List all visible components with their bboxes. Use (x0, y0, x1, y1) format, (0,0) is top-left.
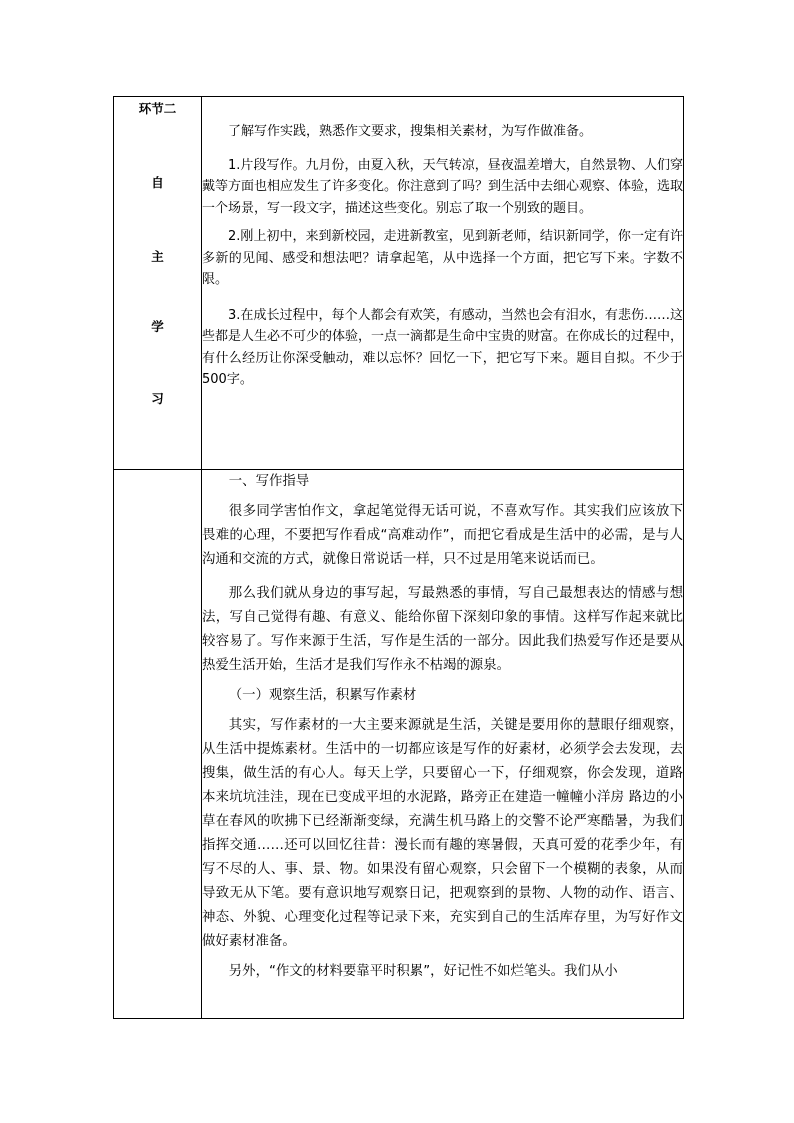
table-row (114, 97, 684, 470)
guidance-paragraph-4: 另外，“作文的材料要靠平时积累”，好记性不如烂笔头。我们从小 (228, 964, 618, 979)
empty-label-cell (114, 470, 202, 1019)
intro-text: 了解写作实践，熟悉作文要求，搜集相关素材，为写作做准备。 (228, 124, 593, 139)
worksheet-table (113, 96, 684, 1019)
section-char-3: 学 (151, 319, 164, 334)
section-char-1: 自 (151, 175, 164, 190)
section-char-2: 主 (151, 249, 164, 264)
subheading-observe-life: （一）观察生活，积累写作素材 (228, 688, 417, 703)
guidance-paragraph-2: 那么我们就从身边的事写起，写最熟悉的事情，写自己最想表达的情感与想法，写自己觉得有趣、有意义、能给你留下深刻印象的事情。这样写作起来就比较容易了。写作来源于生活，写作是生活的一部分。因此我们热爱写作还是要从热爱生活开始，生活才是我们写作永不枯竭的源泉。 (202, 586, 683, 673)
task-1-text: 1.片段写作。九月份，由夏入秋，天气转凉，昼夜温差增大，自然景物、人们穿戴等方面也相应发生了许多变化。你注意到了吗？到生活中去细心观察、体验，选取一个场景，写一段文字，描述这些变化。别忘了取一个别致的题目。 (202, 157, 684, 216)
section-char-4: 习 (151, 391, 164, 406)
self-study-content-cell (202, 97, 684, 470)
task-3-text: 3.在成长过程中，每个人都会有欢笑，有感动，当然也会有泪水，有悲伤……这些都是人生必不可少的体验，一点一滴都是生命中宝贵的财富。在你成长的过程中，有什么经历让你深受触动，难以忘怀？回忆一下，把它写下来。题目自拟。不少于500字。 (202, 307, 684, 387)
table-row (114, 470, 684, 1019)
guidance-paragraph-3: 其实，写作素材的一大主要来源就是生活，关键是要用你的慧眼仔细观察，从生活中提炼素材。生活中的一切都应该是写作的好素材，必须学会去发现，去搜集，做生活的有心人。每天上学，只要留心一下，仔细观察，你会发现，道路本来坑坑洼洼，现在已变成平坦的水泥路，路旁正在建造一幢幢小洋房 路边的小草在春风的吹拂下已经渐渐变绿，充满生机马路上的交警不论严寒酷暑，为我们指挥交通……还可以回忆往昔：漫长而有趣的寒暑假，天真可爱的花季少年，有写不尽的人、事、景、物。如果没有留心观察，只会留下一个模糊的表象，从而导致无从下笔。要有意识地写观察日记，把观察到的景物、人物的动作、语言、神态、外貌、心理变化过程等记录下来，充实到自己的生活库存里，为写好作文做好素材准备。 (202, 718, 683, 949)
task-2-text: 2.刚上初中，来到新校园，走进新教室，见到新老师，结识新同学，你一定有许多新的见闻、感受和想法吧？请拿起笔，从中选择一个方面，把它写下来。字数不限。 (202, 229, 683, 287)
guidance-heading: 一、写作指导 (228, 474, 310, 489)
guidance-paragraph-1: 很多同学害怕作文，拿起笔觉得无话可说，不喜欢写作。其实我们应该放下畏难的心理，不要把写作看成“高难动作”，而把它看成是生活中的必需，是与人沟通和交流的方式，就像日常说话一样，只不过是用笔来说话而已。 (202, 504, 683, 567)
section-label-cell (114, 97, 202, 470)
section-label: 环节二 (138, 101, 177, 116)
writing-guidance-cell (202, 470, 684, 1019)
